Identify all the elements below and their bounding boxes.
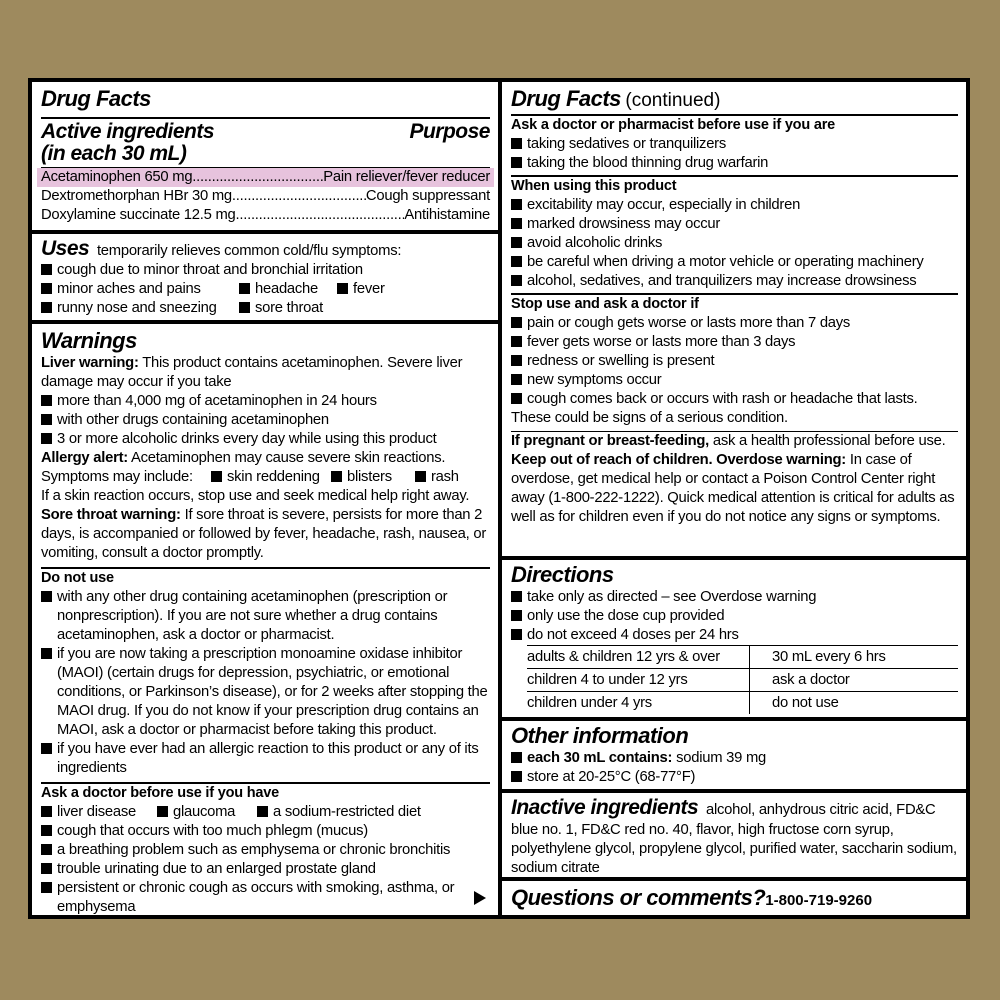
- do-not-use-item: if you have ever had an allergic reaction to this product or any of its ingredients: [41, 740, 490, 778]
- storage-item: store at 20-25°C (68-77°F): [511, 768, 958, 787]
- ask-doctor-item: trouble urinating due to an enlarged prostate gland: [41, 860, 490, 879]
- do-not-use-item: if you are now taking a prescription monoamine oxidase inhibitor (MAOI) (certain drugs for depression, psychiatric, or emotional conditions, or Parkinson’s disease), or for 2 weeks after stopping the MAOI drug. If you do not know if your prescription drug contains an MAOI, ask a doctor or pharmacist before taking this product.: [41, 645, 490, 740]
- ask-doctor-heading: Ask a doctor before use if you have: [41, 785, 279, 801]
- warning-item: 3 or more alcoholic drinks every day while using this product: [41, 430, 490, 449]
- use-item: cough due to minor throat and bronchial irritation: [41, 261, 490, 280]
- phone-number: 1-800-719-9260: [765, 892, 873, 909]
- ask-doctor-item: a sodium-restricted diet: [257, 803, 421, 822]
- stop-use-heading: Stop use and ask a doctor if: [511, 296, 699, 312]
- page-title: Drug Facts: [41, 86, 151, 111]
- other-info-panel: Other information each 30 mL contains: sodium 39 mg store at 20-25°C (68-77°F): [502, 721, 966, 789]
- direction-item: do not exceed 4 doses per 24 hrs: [511, 626, 958, 645]
- when-using-item: marked drowsiness may occur: [511, 215, 958, 234]
- when-using-item: excitability may occur, especially in children: [511, 196, 958, 215]
- drug-facts-label: [28, 78, 970, 919]
- active-ingredients-subheading: (in each 30 mL): [41, 142, 187, 165]
- use-item: headache: [239, 280, 337, 299]
- right-column: [502, 82, 966, 915]
- ingredient-row: Dextromethorphan HBr 30 mg ..... Cough suppressant: [41, 187, 490, 206]
- directions-panel: [502, 560, 966, 717]
- when-using-item: be careful when driving a motor vehicle or operating machinery: [511, 253, 958, 272]
- direction-item: take only as directed – see Overdose warning: [511, 588, 958, 607]
- stop-use-item: pain or cough gets worse or lasts more than 7 days: [511, 314, 958, 333]
- when-using-item: alcohol, sedatives, and tranquilizers may increase drowsiness: [511, 272, 958, 291]
- use-item: fever: [337, 280, 385, 299]
- questions-panel: [502, 881, 966, 915]
- uses-panel: Uses temporarily relieves common cold/flu symptoms: cough due to minor throat and bronchial irritation minor aches and pains headache fever runny nose and sneezing sore throat: [32, 234, 498, 320]
- when-using-heading: When using this product: [511, 178, 677, 194]
- other-info-heading: Other information: [511, 723, 689, 748]
- table-row: adults & children 12 yrs & over 30 mL every 6 hrs: [527, 646, 958, 669]
- table-row: children 4 to under 12 yrs ask a doctor: [527, 669, 958, 692]
- ask-doctor-item: liver disease: [41, 803, 157, 822]
- do-not-use-heading: Do not use: [41, 570, 114, 586]
- continued-title: Drug Facts: [511, 86, 621, 111]
- table-row: children under 4 yrs do not use: [527, 692, 958, 715]
- active-ingredients-heading: Active ingredients: [41, 120, 215, 143]
- directions-heading: Directions: [511, 562, 614, 587]
- warnings-heading: Warnings: [41, 328, 137, 353]
- ask-doctor-item: a breathing problem such as emphysema or chronic bronchitis: [41, 841, 490, 860]
- inactive-ingredients-panel: Inactive ingredients alcohol, anhydrous citric acid, FD&C blue no. 1, FD&C red no. 40, flavor, high fructose corn syrup, polyethylene glycol, propylene glycol, purified water, saccharin sodium, sodium citrate: [502, 793, 966, 877]
- dosage-table: [527, 645, 958, 714]
- continue-arrow-icon: [474, 891, 486, 905]
- inactive-heading: Inactive ingredients: [511, 796, 699, 819]
- ask-pharmacist-item: taking the blood thinning drug warfarin: [511, 154, 958, 173]
- direction-item: only use the dose cup provided: [511, 607, 958, 626]
- use-item: sore throat: [239, 299, 323, 318]
- symptom-item: rash: [415, 468, 459, 487]
- stop-use-item: redness or swelling is present: [511, 352, 958, 371]
- do-not-use-item: with any other drug containing acetaminophen (prescription or nonprescription). If you are not sure whether a drug contains acetaminophen, ask a doctor or pharmacist.: [41, 588, 490, 645]
- stop-use-item: new symptoms occur: [511, 371, 958, 390]
- when-using-item: avoid alcoholic drinks: [511, 234, 958, 253]
- warning-item: more than 4,000 mg of acetaminophen in 24 hours: [41, 392, 490, 411]
- use-item: minor aches and pains: [41, 280, 239, 299]
- stop-use-item: cough comes back or occurs with rash or headache that lasts.: [511, 390, 958, 409]
- purpose-heading: Purpose: [409, 120, 490, 143]
- warnings-continued-panel: Drug Facts (continued) Ask a doctor or pharmacist before use if you are taking sedatives or tranquilizers taking the blood thinning drug warfarin When using this product excitability may occur, especially in children marked drowsiness may occur avoid alcoholic drinks be careful when driving a motor vehicle or operating machinery alcohol, sedatives, and tranquilizers may increase drowsiness Stop use and ask a doctor if pain or cough gets worse or lasts more than 7 days fever gets worse or lasts more than 3 days redness or swelling is present new symptoms occur cough comes back or occurs with rash or headache that lasts. These could be signs of a serious condition. If pregnant or breast-feeding, ask a health professional before use. Keep out of reach of children. Overdose warning: In case of overdose, get medical help or contact a Poison Control Center right away (1-800-222-1222). Quick medical attention is critical for adults as well as for children even if you do not notice any signs or symptoms.: [502, 82, 966, 556]
- questions-heading: Questions or comments?: [511, 885, 766, 910]
- ingredient-row: Acetaminophen 650 mg ..... Pain reliever/fever reducer: [37, 168, 494, 187]
- ask-pharmacist-heading: Ask a doctor or pharmacist before use if you are: [511, 117, 835, 133]
- symptom-item: blisters: [331, 468, 415, 487]
- use-item: runny nose and sneezing: [41, 299, 239, 318]
- left-column: [32, 82, 498, 915]
- ask-doctor-item: persistent or chronic cough as occurs with smoking, asthma, or emphysema: [41, 879, 490, 915]
- warnings-panel: Warnings Liver warning: This product contains acetaminophen. Severe liver damage may occur if you take more than 4,000 mg of acetaminophen in 24 hours with other drugs containing acetaminophen 3 or more alcoholic drinks every day while using this product Allergy alert: Acetaminophen may cause severe skin reactions. Symptoms may include: skin reddening blisters rash If a skin reaction occurs, stop use and seek medical help right away. Sore throat warning: If sore throat is severe, persists for more than 2 days, is accompanied or followed by fever, headache, rash, nausea, or vomiting, consult a doctor promptly. Do not use with any other drug containing acetaminophen (prescription or nonprescription). If you are not sure whether a drug contains acetaminophen, ask a doctor or pharmacist. if you are now taking a prescription monoamine oxidase inhibitor (MAOI) (certain drugs for depression, psychiatric, or emotional conditions, or Parkinson’s disease), or for 2 weeks after stopping the MAOI drug. If you do not know if your prescription drug contains an MAOI, ask a doctor or pharmacist before taking this product. if you have ever had an allergic reaction to this product or any of its ingredients Ask a doctor before use if you have liver disease glaucoma a sodium-restricted diet cough that occurs with too much phlegm (mucus) a breathing problem such as emphysema or chronic bronchitis trouble urinating due to an enlarged prostate gland persistent or chronic cough as occurs with smoking, asthma, or emphysema: [32, 324, 498, 915]
- active-ingredients-panel: [32, 82, 498, 230]
- ask-doctor-item: glaucoma: [157, 803, 257, 822]
- ask-pharmacist-item: taking sedatives or tranquilizers: [511, 135, 958, 154]
- ingredient-row: Doxylamine succinate 12.5 mg ..... Antihistamine: [41, 206, 490, 225]
- warning-item: with other drugs containing acetaminophen: [41, 411, 490, 430]
- stop-use-item: fever gets worse or lasts more than 3 days: [511, 333, 958, 352]
- uses-heading: Uses: [41, 237, 90, 260]
- ask-doctor-item: cough that occurs with too much phlegm (mucus): [41, 822, 490, 841]
- symptom-item: skin reddening: [211, 468, 331, 487]
